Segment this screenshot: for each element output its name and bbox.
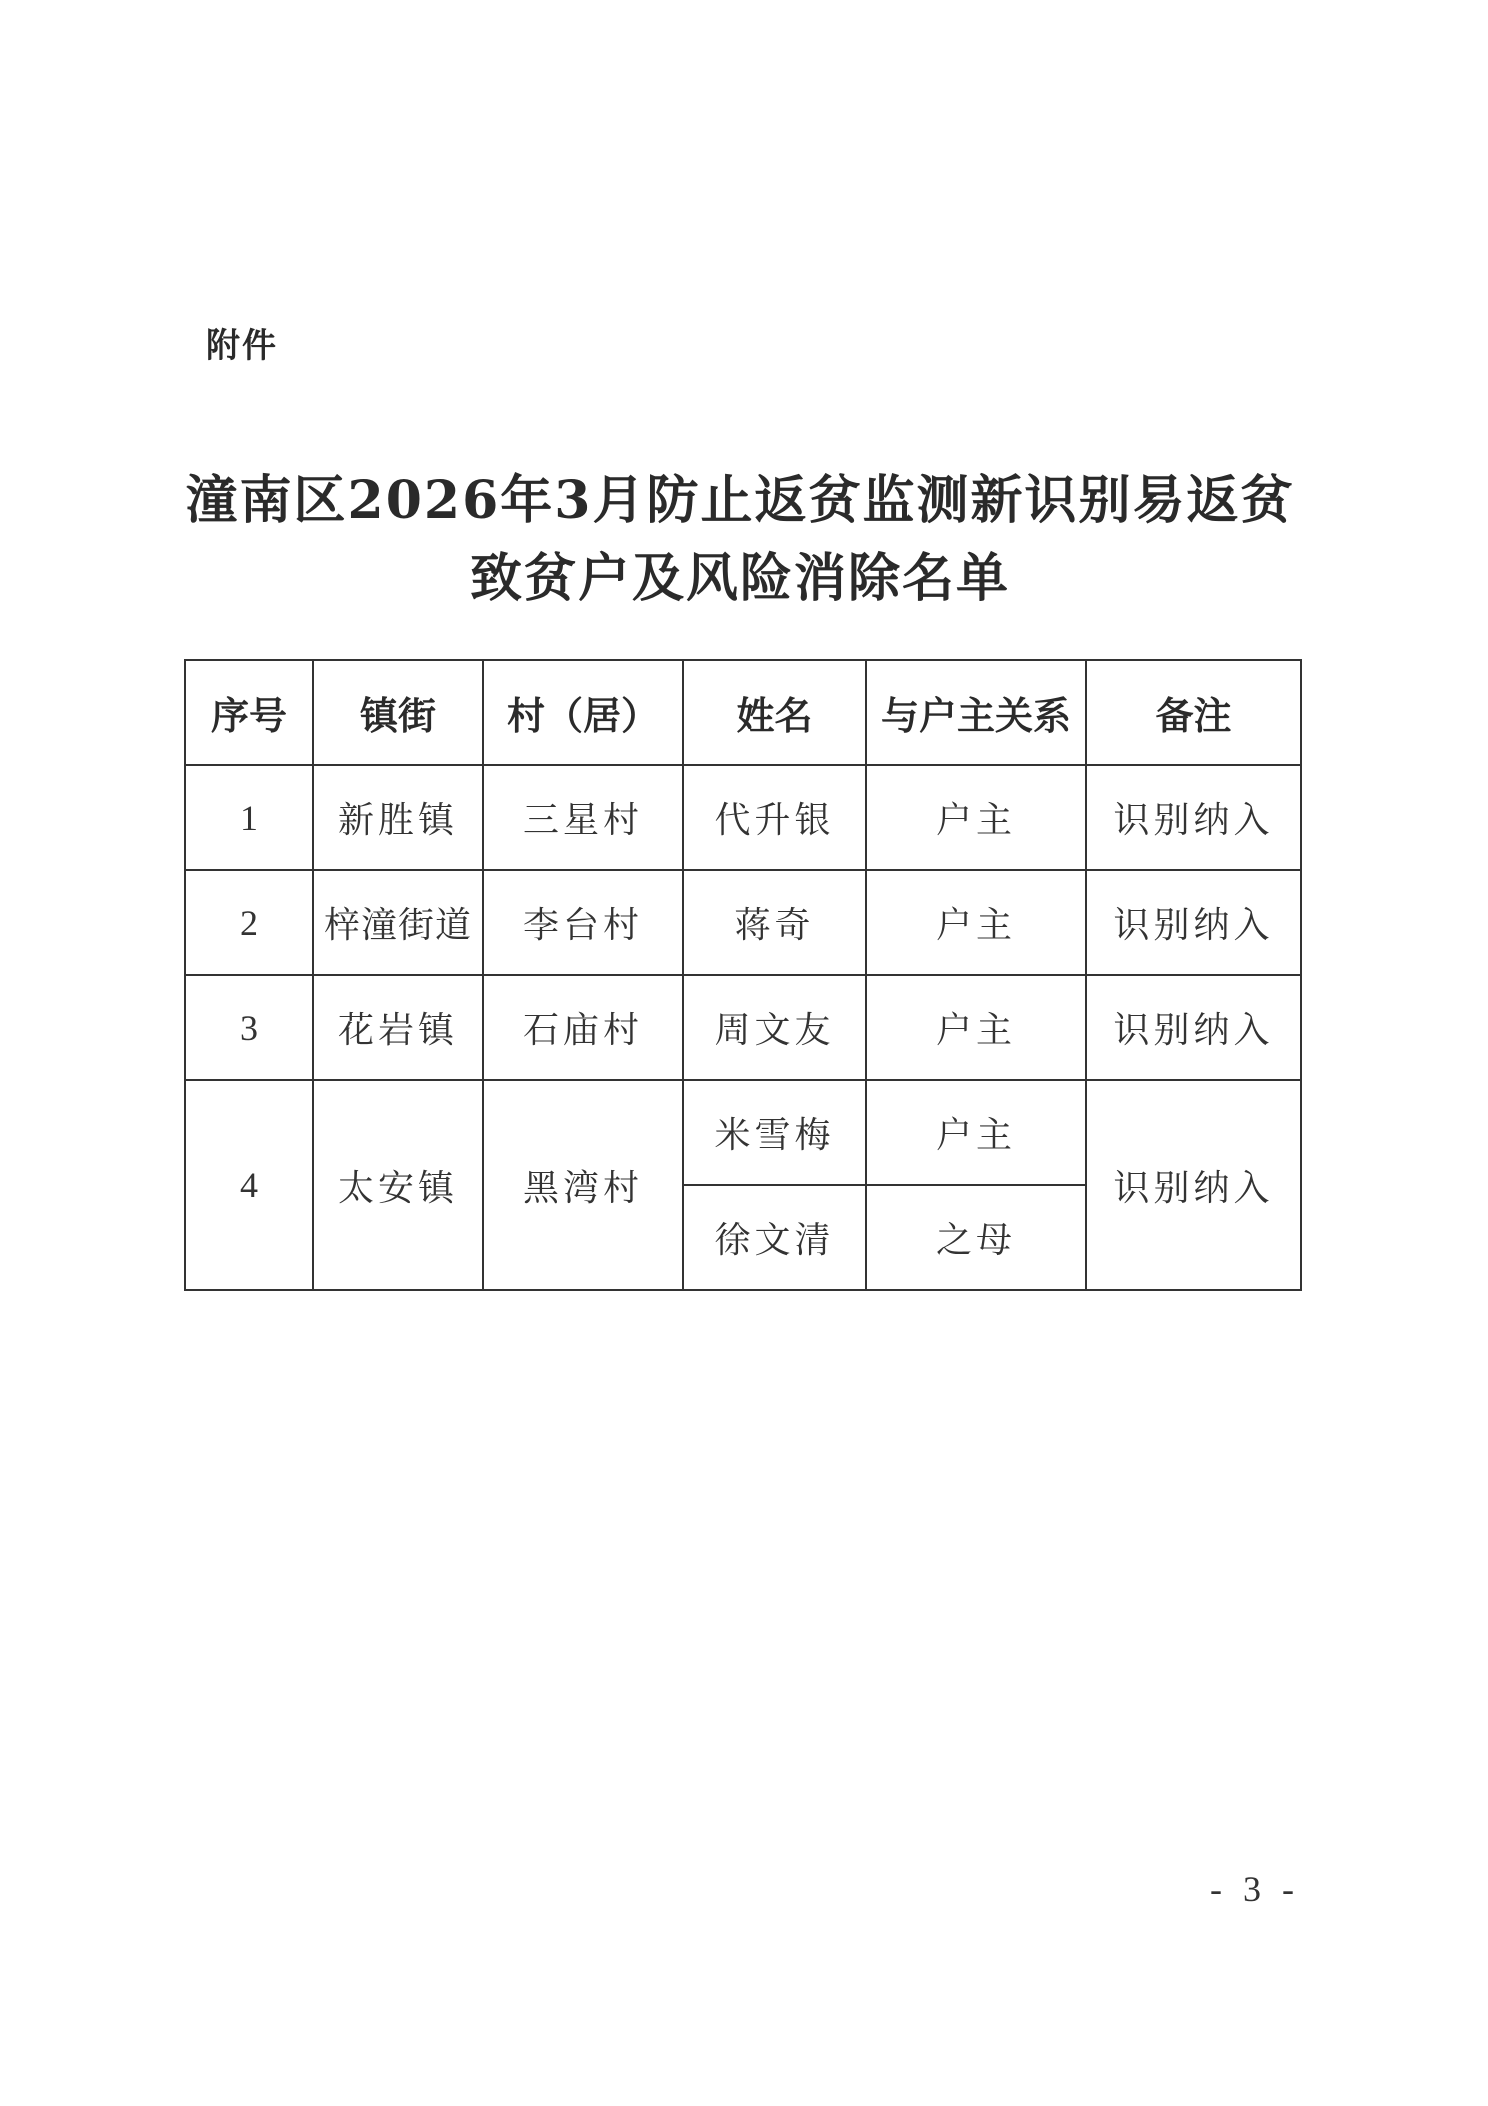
header-remark: 备注 — [1086, 660, 1301, 765]
cell-village: 李台村 — [483, 870, 683, 975]
cell-name: 代升银 — [683, 765, 866, 870]
cell-remark: 识别纳入 — [1086, 1080, 1301, 1290]
cell-name: 蒋奇 — [683, 870, 866, 975]
header-town: 镇街 — [313, 660, 483, 765]
header-relation: 与户主关系 — [866, 660, 1086, 765]
cell-index: 1 — [185, 765, 313, 870]
cell-relation: 户主 — [866, 765, 1086, 870]
cell-relation: 户主 — [866, 870, 1086, 975]
cell-name: 米雪梅 — [683, 1080, 866, 1185]
cell-relation: 之母 — [866, 1185, 1086, 1290]
document-title-line-2: 致贫户及风险消除名单 — [469, 548, 1010, 609]
header-name: 姓名 — [683, 660, 866, 765]
cell-town: 梓潼街道 — [313, 870, 483, 975]
table-header-row — [185, 660, 1301, 765]
cell-town: 花岩镇 — [313, 975, 483, 1080]
cell-index: 3 — [185, 975, 313, 1080]
cell-index: 2 — [185, 870, 313, 975]
table-row — [185, 1080, 1301, 1185]
cell-remark: 识别纳入 — [1086, 975, 1301, 1080]
page-number: - 3 - — [1210, 1869, 1300, 1909]
cell-town: 太安镇 — [313, 1080, 483, 1290]
header-village: 村（居） — [483, 660, 683, 765]
table-row — [185, 975, 1301, 1080]
table-row — [185, 765, 1301, 870]
monitoring-roster-table — [184, 659, 1302, 1291]
cell-remark: 识别纳入 — [1086, 765, 1301, 870]
attachment-label: 附件 — [206, 326, 278, 366]
cell-name: 周文友 — [683, 975, 866, 1080]
cell-name: 徐文清 — [683, 1185, 866, 1290]
cell-index: 4 — [185, 1080, 313, 1290]
cell-relation: 户主 — [866, 1080, 1086, 1185]
document-title-line-1: 潼南区2026年3月防止返贫监测新识别易返贫 — [185, 470, 1295, 531]
cell-village: 黑湾村 — [483, 1080, 683, 1290]
cell-village: 三星村 — [483, 765, 683, 870]
table-row — [185, 870, 1301, 975]
cell-relation: 户主 — [866, 975, 1086, 1080]
cell-town: 新胜镇 — [313, 765, 483, 870]
cell-remark: 识别纳入 — [1086, 870, 1301, 975]
cell-village: 石庙村 — [483, 975, 683, 1080]
header-index: 序号 — [185, 660, 313, 765]
